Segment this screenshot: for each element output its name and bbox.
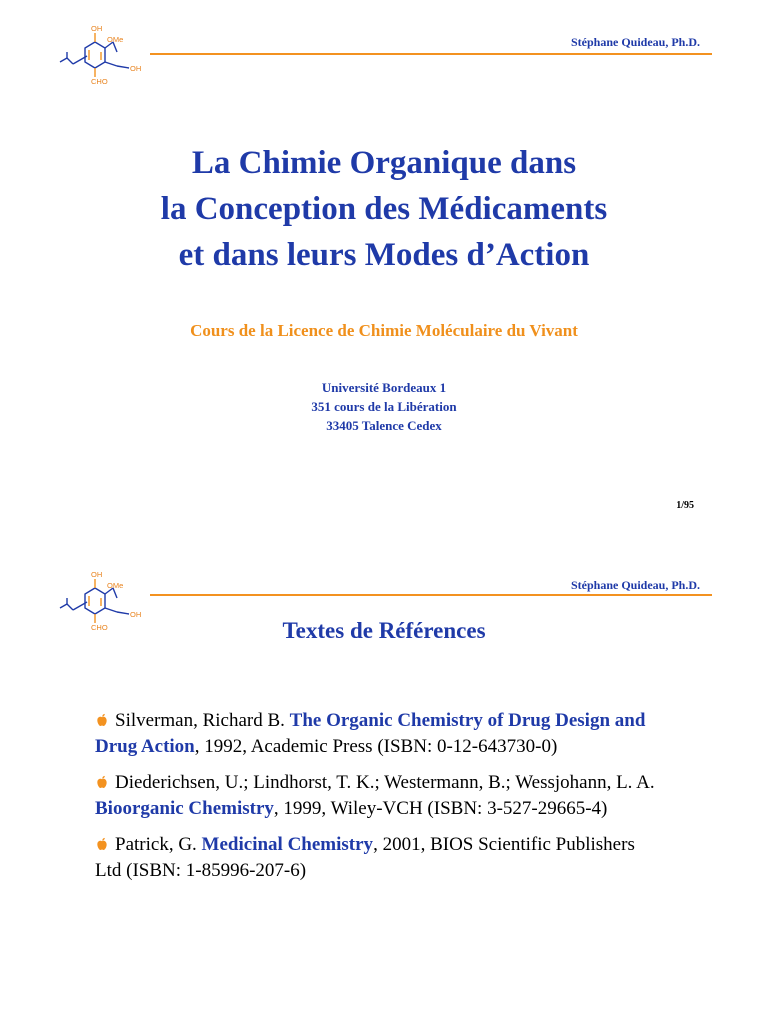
reference-book-title: Medicinal Chemistry: [201, 834, 374, 855]
address-line: 351 cours de la Libération: [311, 399, 457, 414]
reference-details: , 1999, Wiley-VCH (ISBN: 3-527-29665-4): [273, 798, 608, 819]
reference-list: [95, 708, 655, 894]
reference-authors: Diederichsen, U.; Lindhorst, T. K.; Westermann, B.; Wessjohann, L. A.: [115, 772, 655, 793]
title-line: La Chimie Organique dans: [191, 145, 577, 181]
course-subtitle: Cours de la Licence de Chimie Moléculaire du Vivant: [190, 321, 578, 340]
reference-authors: Silverman, Richard B.: [115, 710, 290, 731]
logo-ome-label: OMe: [107, 35, 124, 44]
slide-2: [0, 512, 768, 1024]
page-title: [0, 140, 768, 278]
reference-book-title: The Organic Chemistry of Drug Design and Drug Action: [95, 710, 646, 757]
page-number: 1/95: [676, 500, 694, 511]
logo-oh2-label: OH: [130, 64, 142, 73]
logo-oh-label: OH: [91, 570, 103, 579]
list-item: [95, 832, 655, 884]
references-title: Textes de Références: [282, 618, 486, 643]
reference-book-title: Bioorganic Chemistry: [95, 798, 274, 819]
address-line: 33405 Talence Cedex: [326, 418, 442, 433]
logo-ome-label: OMe: [107, 581, 124, 590]
address-block: [0, 378, 768, 435]
logo-cho-label: CHO: [91, 623, 108, 630]
apple-icon: [95, 713, 109, 727]
logo-cho-label: CHO: [91, 77, 108, 84]
list-item: [95, 708, 655, 760]
header-divider: [150, 594, 712, 596]
apple-icon: [95, 775, 109, 789]
author-name: Stéphane Quideau, Ph.D.: [570, 578, 700, 592]
title-line: et dans leurs Modes d’Action: [178, 237, 590, 273]
list-item: [95, 770, 655, 822]
reference-authors: Patrick, G.: [115, 834, 202, 855]
header-divider: [150, 53, 712, 55]
molecule-logo-icon: [55, 22, 145, 84]
address-line: Université Bordeaux 1: [321, 380, 447, 395]
author-name: Stéphane Quideau, Ph.D.: [570, 35, 700, 49]
reference-details: , 1992, Academic Press (ISBN: 0-12-643730-0): [194, 736, 558, 757]
apple-icon: [95, 837, 109, 851]
title-line: la Conception des Médicaments: [160, 191, 608, 227]
reference-details: , 2001, BIOS Scientific Publishers Ltd (ISBN: 1-85996-207-6): [95, 834, 635, 881]
logo-oh-label: OH: [91, 24, 103, 33]
logo-oh2-label: OH: [130, 610, 142, 619]
